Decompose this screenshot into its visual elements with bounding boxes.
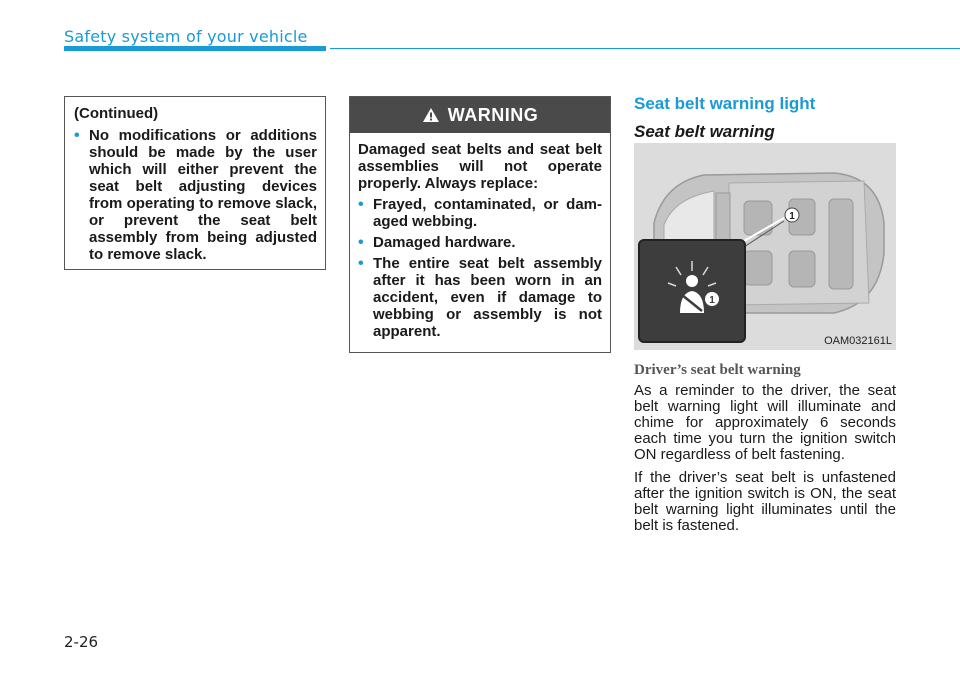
figure-callout-number: 1 <box>789 211 795 222</box>
warning-light-inset <box>638 239 746 343</box>
warning-box <box>349 96 611 353</box>
right-column-heading <box>634 94 896 142</box>
sub-title: Seat belt warning <box>634 122 775 141</box>
driver-seat-belt-heading: Driver’s seat belt warning <box>634 362 801 378</box>
warning-list-item: • Damaged hardware. <box>358 234 602 251</box>
warning-list-item: • The entire seat belt assembly after it has been worn in an accident, even if damage to webbing or assembly is not apparent. <box>358 255 602 340</box>
warning-body <box>350 133 610 352</box>
warning-header <box>350 97 610 133</box>
section-title: Seat belt warning light <box>634 94 816 113</box>
header-rule <box>330 48 960 49</box>
continued-label: (Continued) <box>74 105 159 122</box>
section-header-title: Safety system of your vehicle <box>64 27 308 46</box>
figure-code: OAM032161L <box>824 335 892 347</box>
warning-intro: Damaged seat belts and seat belt assemblies will not operate properly. Always replace: <box>358 141 602 192</box>
body-paragraph: If the driver’s seat belt is unfastened after the ignition switch is ON, the seat belt warning light illuminates until the belt is fastened. <box>634 469 896 534</box>
warning-heading: WARNING <box>447 104 539 125</box>
warning-list <box>358 196 602 340</box>
warning-triangle-icon <box>422 107 440 123</box>
seat-belt-warning-light-icon <box>640 241 744 341</box>
page-number: 2-26 <box>64 633 99 651</box>
header-accent-bar <box>64 46 326 51</box>
seat-belt-warning-figure <box>634 143 896 350</box>
continued-note-box <box>64 96 326 270</box>
continued-list <box>74 127 317 263</box>
body-paragraph: As a reminder to the driver, the seat belt warning light will illuminate and chime for approximately 6 seconds each time you turn the ignition switch ON regardless of belt fastening. <box>634 382 896 463</box>
inset-callout-number: 1 <box>709 295 715 306</box>
warning-list-item: • Frayed, contaminated, or dam-aged webbing. <box>358 196 602 230</box>
continued-list-item: • No modifications or additions should be made by the user which will either prevent the seat belt adjusting devices from operating to remove slack, or prevent the seat belt assembly from being adjusted to remove slack. <box>74 127 317 263</box>
